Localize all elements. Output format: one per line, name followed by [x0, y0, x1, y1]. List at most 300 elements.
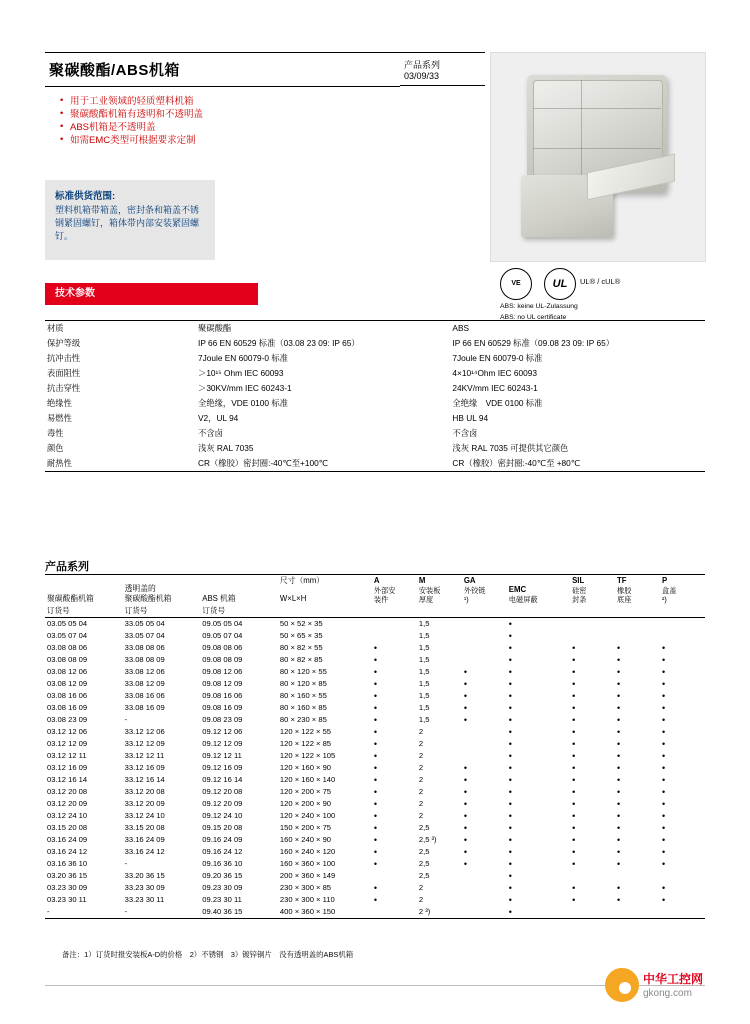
- tech-parameters-label: 技术参数: [55, 288, 95, 299]
- table-row: [45, 321, 705, 337]
- table-row: [45, 690, 705, 702]
- cell-pc: 03.23 30 09: [47, 883, 88, 892]
- cell-emc: •: [508, 631, 512, 641]
- cell-pct: 33.16 24 12: [124, 847, 165, 856]
- cell-pct: 33.08 16 09: [124, 703, 165, 712]
- cell-a: •: [373, 691, 378, 701]
- series-rule-bottom: [400, 85, 485, 86]
- header-tf-main: TF: [617, 576, 627, 585]
- table-row: [45, 678, 705, 690]
- cell-pc: -: [47, 907, 50, 916]
- cell-sil: [570, 906, 615, 919]
- table-row: [45, 654, 705, 666]
- header-ga-main: GA: [463, 576, 476, 585]
- cell-dim: 50 × 65 × 35: [279, 631, 323, 640]
- cell-pc: 03.16 36 10: [47, 859, 88, 868]
- spec-label: 易燃性: [47, 413, 72, 423]
- cell-pct: 33.23 30 09: [124, 883, 165, 892]
- title-rule-bottom: [45, 86, 400, 87]
- table-row: [45, 846, 705, 858]
- cell-ga: •: [463, 811, 467, 821]
- table-row: [45, 894, 705, 906]
- cell-pc: 03.12 12 09: [47, 739, 88, 748]
- cell-dim: 80 × 160 × 85: [279, 703, 327, 712]
- bullet-item: • 用于工业领域的轻质塑料机箱: [60, 95, 390, 108]
- cell-tf: [615, 870, 660, 882]
- header-abs: ABS 机箱: [202, 594, 236, 603]
- cell-emc: •: [508, 691, 512, 701]
- cell-pct: 33.12 12 06: [124, 727, 165, 736]
- header-pc-transparent-l2: 聚碳酸酯机箱: [124, 594, 172, 603]
- cell-p: •: [662, 679, 666, 689]
- cell-p: [660, 870, 705, 882]
- cell-sil: •: [572, 799, 576, 809]
- cell-dim: 230 × 300 × 110: [279, 895, 335, 904]
- photo-lid-line: [533, 148, 661, 149]
- table-row: [45, 702, 705, 714]
- cell-emc: •: [508, 655, 512, 665]
- cell-pct: -: [124, 859, 128, 868]
- header-col-emc: [507, 575, 570, 606]
- table-row: [45, 618, 705, 631]
- cell-sil: •: [572, 751, 576, 761]
- cell-m: 1,5: [418, 715, 430, 724]
- cell-sil: •: [572, 775, 576, 785]
- cell-p: •: [662, 811, 666, 821]
- cell-tf: [615, 618, 660, 631]
- cell-abs: 09.12 12 11: [202, 751, 242, 760]
- cell-tf: •: [617, 763, 621, 773]
- spec-abs: CR（橡胶）密封圈:-40℃至 +80℃: [450, 456, 705, 472]
- table-row: [45, 441, 705, 456]
- cell-ga: •: [463, 763, 467, 773]
- header-col-m: [417, 575, 462, 606]
- spec-pc: 7Joule EN 60079-0 标准: [198, 353, 288, 363]
- cell-ga: •: [463, 667, 467, 677]
- spec-label: 耐热性: [45, 456, 196, 472]
- cell-p: •: [662, 763, 666, 773]
- subheader-sil: [570, 605, 615, 618]
- cell-pct: 33.05 07 04: [124, 631, 165, 640]
- spec-pc: CR（橡胶）密封圈:-40℃至+100℃: [196, 456, 450, 472]
- cell-ga: [462, 906, 507, 919]
- cell-ga: [462, 894, 507, 906]
- header-col-tf: [615, 575, 660, 606]
- cell-dim: 160 × 360 × 100: [279, 859, 336, 868]
- cell-m: 2: [418, 775, 424, 784]
- cell-abs: 09.08 12 09: [202, 679, 243, 688]
- cell-dim: 80 × 82 × 55: [279, 643, 323, 652]
- cell-p: •: [662, 847, 666, 857]
- cell-abs: 09.12 12 06: [202, 727, 243, 736]
- cell-ga: •: [463, 703, 467, 713]
- cell-m: 1,5: [418, 619, 430, 628]
- title-block: [45, 52, 400, 87]
- cell-abs: 09.08 12 06: [202, 667, 243, 676]
- cell-a: •: [373, 763, 378, 773]
- table-row: [45, 834, 705, 846]
- cell-abs: 09.12 16 09: [202, 763, 243, 772]
- spec-pc: V2，UL 94: [198, 413, 239, 423]
- cell-sil: •: [572, 823, 576, 833]
- table-subheader-row: [45, 605, 705, 618]
- cell-sil: •: [572, 667, 576, 677]
- table-row: [45, 642, 705, 654]
- cell-pc: 03.08 08 09: [47, 655, 88, 664]
- cell-ga: [462, 630, 507, 642]
- table-row: [45, 381, 705, 396]
- cell-pct: -: [124, 907, 128, 916]
- ul-caption: UL® / cUL®: [580, 277, 621, 286]
- bullet-item: • 聚碳酸酯机箱有透明和不透明盖: [60, 108, 390, 121]
- header-m-sub1: 安装板: [418, 586, 441, 595]
- cell-dim: 80 × 120 × 55: [279, 667, 327, 676]
- cell-sil: •: [572, 679, 576, 689]
- cell-sil: •: [572, 739, 576, 749]
- cell-abs: 09.08 08 09: [202, 655, 243, 664]
- spec-pc: ＞10¹⁵ Ohm IEC 60093: [198, 368, 284, 378]
- cell-a: •: [373, 739, 378, 749]
- spec-pc: 全绝缘，VDE 0100 标准: [198, 398, 288, 408]
- spec-pc: 浅灰 RAL 7035: [198, 443, 254, 453]
- cell-a: •: [373, 715, 378, 725]
- cell-sil: •: [572, 859, 576, 869]
- subheader-dim: [278, 605, 372, 618]
- cell-tf: •: [617, 883, 621, 893]
- cell-tf: •: [617, 643, 621, 653]
- cell-a: •: [373, 775, 378, 785]
- header-pc: 聚碳酸酯机箱: [47, 594, 94, 603]
- cell-emc: •: [508, 847, 512, 857]
- spec-label: 表面阻性: [47, 368, 81, 378]
- series-block: [400, 52, 485, 86]
- table-row: [45, 786, 705, 798]
- gear-icon: [605, 968, 639, 1002]
- spec-abs: IP 66 EN 60529 标准（09.08 23 09: IP 65）: [452, 338, 615, 348]
- cell-m: 2,5: [418, 859, 430, 868]
- cell-m: 1,5: [418, 679, 430, 688]
- cell-ga: [462, 726, 507, 738]
- cell-m: 2,5: [418, 871, 430, 880]
- cell-abs: 09.23 30 09: [202, 883, 243, 892]
- cell-p: •: [662, 835, 666, 845]
- watermark-domain: gkong.com: [643, 988, 692, 999]
- table-row: [45, 774, 705, 786]
- cell-ga: [462, 618, 507, 631]
- cell-pc: 03.08 16 09: [47, 703, 88, 712]
- table-footnote: 备注：1）订货时报安装板A-D的价格 2）不锈钢 3）镀锌铜片 没有透明盖的ABS机箱: [62, 950, 354, 959]
- cell-a: •: [373, 895, 378, 905]
- subheader-order-no-pc: 订货号: [47, 606, 70, 615]
- cell-p: •: [662, 775, 666, 785]
- cell-abs: 09.12 24 10: [202, 811, 243, 820]
- header-a-main: A: [373, 576, 380, 585]
- cell-dim: 50 × 52 × 35: [279, 619, 323, 628]
- product-series-table: [45, 574, 705, 919]
- cell-pct: 33.12 12 09: [124, 739, 165, 748]
- table-row: [45, 810, 705, 822]
- spec-abs: 7Joule EN 60079-0 标准: [452, 353, 543, 363]
- cell-abs: 09.15 20 08: [202, 823, 243, 832]
- cell-ga: [462, 738, 507, 750]
- spec-abs: ABS: [450, 321, 705, 337]
- cell-emc: •: [508, 643, 512, 653]
- header-dimensions-main: 尺寸（mm）: [279, 576, 325, 585]
- header-tf-sub2: 底座: [617, 595, 632, 604]
- cell-pct: 33.08 08 06: [124, 643, 165, 652]
- header-p-main: P: [662, 576, 668, 585]
- cell-pc: 03.08 23 09: [47, 715, 88, 724]
- cell-tf: •: [617, 835, 621, 845]
- cell-ga: •: [463, 835, 467, 845]
- table-row: [45, 858, 705, 870]
- cell-abs: 09.16 24 12: [202, 847, 243, 856]
- cell-tf: •: [617, 679, 621, 689]
- cell-sil: •: [572, 727, 576, 737]
- cell-a: [372, 618, 417, 631]
- cell-p: •: [662, 703, 666, 713]
- table-row: [45, 456, 705, 472]
- cell-ga: [462, 870, 507, 882]
- subheader-order-no-abs: 订货号: [202, 606, 226, 615]
- cell-a: [372, 906, 417, 919]
- cert-note-en: ABS: no UL certificate: [500, 314, 567, 321]
- cell-emc: •: [508, 811, 512, 821]
- header-pc-transparent: [123, 575, 201, 606]
- subheader-order-no-pct: 订货号: [124, 606, 148, 615]
- cell-emc: •: [508, 823, 512, 833]
- cell-dim: 200 × 360 × 149: [279, 871, 336, 880]
- cell-a: •: [373, 655, 378, 665]
- cell-ga: •: [463, 715, 467, 725]
- cell-p: •: [662, 823, 666, 833]
- cell-pct: 33.05 05 04: [124, 619, 165, 628]
- table-row: [45, 351, 705, 366]
- cell-pc: 03.08 08 06: [47, 643, 88, 652]
- product-series-title: 产品系列: [45, 561, 89, 573]
- cell-abs: 09.08 16 06: [202, 691, 243, 700]
- cell-sil: •: [572, 763, 576, 773]
- cell-a: •: [373, 859, 378, 869]
- cell-pc: 03.05 05 04: [47, 619, 88, 628]
- cell-abs: 09.23 30 11: [202, 895, 242, 904]
- scope-title: 标准供货范围:: [55, 191, 116, 202]
- cell-emc: •: [508, 835, 512, 845]
- cell-sil: •: [572, 643, 576, 653]
- cell-m: 2: [418, 727, 424, 736]
- table-header-row: [45, 575, 705, 606]
- cell-ga: •: [463, 679, 467, 689]
- cell-pc: 03.08 12 06: [47, 667, 88, 676]
- cell-p: •: [662, 799, 666, 809]
- cell-a: •: [373, 703, 378, 713]
- cell-m: 1,5: [418, 655, 430, 664]
- subheader-p: [660, 605, 705, 618]
- cell-a: •: [373, 727, 378, 737]
- cell-sil: •: [572, 715, 576, 725]
- cell-m: 1,5: [418, 667, 430, 676]
- cell-pc: 03.23 30 11: [47, 895, 87, 904]
- header-ga-sub2: ¹): [463, 595, 469, 604]
- cell-m: 1,5: [418, 691, 430, 700]
- cell-m: 2,5 ³): [418, 835, 437, 844]
- cell-m: 2: [418, 883, 424, 892]
- cell-p: •: [662, 739, 666, 749]
- scope-text: 塑料机箱带箱盖，密封条和箱盖不锈钢紧固螺钉，箱体带内部安装紧固螺钉。: [55, 205, 200, 241]
- header-m-main: M: [418, 576, 426, 585]
- cell-pct: 33.20 36 15: [124, 871, 165, 880]
- feature-bullets: [60, 95, 390, 147]
- cell-pc: 03.12 12 06: [47, 727, 88, 736]
- cell-p: •: [662, 883, 666, 893]
- cell-tf: •: [617, 775, 621, 785]
- header-tf-sub1: 橡胶: [617, 586, 632, 595]
- table-row: [45, 822, 705, 834]
- cell-abs: 09.08 23 09: [202, 715, 243, 724]
- cell-pc: 03.12 16 09: [47, 763, 88, 772]
- cell-emc: •: [508, 871, 512, 881]
- cell-m: 2: [418, 751, 424, 760]
- header-emc-main: EMC: [508, 585, 527, 594]
- cell-ga: •: [463, 847, 467, 857]
- table-row: [45, 750, 705, 762]
- header-p-sub2: ²): [662, 595, 667, 604]
- table-row: [45, 906, 705, 919]
- cell-dim: 80 × 230 × 85: [279, 715, 327, 724]
- cell-a: •: [373, 883, 378, 893]
- cell-p: •: [662, 787, 666, 797]
- photo-lid-line: [581, 80, 582, 184]
- cell-m: 2: [418, 787, 424, 796]
- table-row: [45, 870, 705, 882]
- table-row: [45, 882, 705, 894]
- cell-emc: •: [508, 715, 512, 725]
- cell-dim: 80 × 120 × 85: [279, 679, 327, 688]
- header-col-sil: [570, 575, 615, 606]
- table-row: [45, 426, 705, 441]
- cell-emc: •: [508, 667, 512, 677]
- header-a-sub2: 装件: [373, 595, 389, 604]
- cell-dim: 120 × 160 × 90: [279, 763, 332, 772]
- cell-pct: 33.12 20 08: [124, 787, 165, 796]
- tech-parameters-bar: [45, 283, 258, 305]
- cell-abs: 09.12 20 09: [202, 799, 243, 808]
- cell-pc: 03.12 12 11: [47, 751, 87, 760]
- cell-dim: 150 × 200 × 75: [279, 823, 332, 832]
- cell-pct: 33.08 16 06: [124, 691, 165, 700]
- cell-sil: •: [572, 811, 576, 821]
- scope-of-supply-box: [45, 180, 215, 260]
- bullet-item: • ABS机箱是不透明盖: [60, 121, 390, 134]
- spec-pc: IP 66 EN 60529 标准（03.08 23 09: IP 65）: [198, 338, 360, 348]
- ul-mark-icon: UL: [544, 268, 576, 300]
- cell-a: •: [373, 847, 378, 857]
- table-row: [45, 336, 705, 351]
- header-dimensions-sub: W×L×H: [279, 594, 307, 603]
- cell-tf: •: [617, 715, 621, 725]
- cell-a: •: [373, 751, 378, 761]
- cell-dim: 120 × 122 × 55: [279, 727, 332, 736]
- cell-pct: 33.12 12 11: [124, 751, 165, 760]
- cell-p: •: [662, 655, 666, 665]
- cell-a: [372, 870, 417, 882]
- cell-dim: 120 × 200 × 75: [279, 787, 332, 796]
- cell-dim: 160 × 240 × 120: [279, 847, 336, 856]
- cell-dim: 120 × 240 × 100: [279, 811, 336, 820]
- watermark-logo: [605, 968, 725, 1014]
- table-row: [45, 411, 705, 426]
- cell-abs: 09.12 20 08: [202, 787, 243, 796]
- cell-emc: •: [508, 727, 512, 737]
- cell-a: •: [373, 787, 378, 797]
- cell-p: •: [662, 715, 666, 725]
- subheader-ga: [462, 605, 507, 618]
- cell-emc: •: [508, 775, 512, 785]
- bullet-item: • 如需EMC类型可根据要求定制: [60, 134, 390, 147]
- cell-ga: •: [463, 859, 467, 869]
- table-row: [45, 366, 705, 381]
- cell-abs: 09.16 24 09: [202, 835, 243, 844]
- cell-emc: •: [508, 751, 512, 761]
- cell-emc: •: [508, 763, 512, 773]
- cell-abs: 09.20 36 15: [202, 871, 243, 880]
- header-m-sub2: 厚度: [418, 595, 434, 604]
- cell-a: •: [373, 667, 378, 677]
- cell-pct: 33.12 16 14: [124, 775, 165, 784]
- cell-abs: 09.08 08 06: [202, 643, 243, 652]
- watermark-title: 中华工控网: [643, 972, 704, 986]
- cell-m: 2 ³): [418, 907, 431, 916]
- cell-tf: •: [617, 823, 621, 833]
- cell-abs: 09.05 05 04: [202, 619, 243, 628]
- cell-a: •: [373, 799, 378, 809]
- header-dimensions: [278, 575, 372, 606]
- cell-ga: [462, 750, 507, 762]
- cell-dim: 230 × 300 × 85: [279, 883, 332, 892]
- cell-ga: •: [463, 787, 467, 797]
- cell-emc: •: [508, 883, 512, 893]
- cell-pc: 03.15 20 08: [47, 823, 88, 832]
- spec-abs: 浅灰 RAL 7035 可提供其它颜色: [452, 443, 569, 453]
- cell-tf: •: [617, 739, 621, 749]
- cell-tf: •: [617, 811, 621, 821]
- cell-a: •: [373, 679, 378, 689]
- cell-pc: 03.20 36 15: [47, 871, 88, 880]
- cell-pct: 33.08 12 09: [124, 679, 165, 688]
- table-row: [45, 762, 705, 774]
- cell-dim: 160 × 240 × 90: [279, 835, 332, 844]
- spec-abs: 24KV/mm IEC 60243-1: [452, 383, 538, 393]
- cell-emc: •: [508, 859, 512, 869]
- cell-tf: •: [617, 655, 621, 665]
- cell-a: •: [373, 643, 378, 653]
- cell-dim: 120 × 160 × 140: [279, 775, 336, 784]
- cell-sil: •: [572, 835, 576, 845]
- cell-pc: 03.08 16 06: [47, 691, 88, 700]
- cell-pc: 03.08 12 09: [47, 679, 88, 688]
- cell-p: [660, 618, 705, 631]
- spec-pc: 不含卤: [198, 428, 223, 438]
- cell-sil: [570, 618, 615, 631]
- table-row: [45, 666, 705, 678]
- cell-p: •: [662, 727, 666, 737]
- cell-emc: •: [508, 787, 512, 797]
- cell-a: •: [373, 835, 378, 845]
- subheader-tf: [615, 605, 660, 618]
- spec-label: 毒性: [47, 428, 64, 438]
- cell-pct: 33.08 12 06: [124, 667, 165, 676]
- spec-abs: 不含卤: [452, 428, 478, 438]
